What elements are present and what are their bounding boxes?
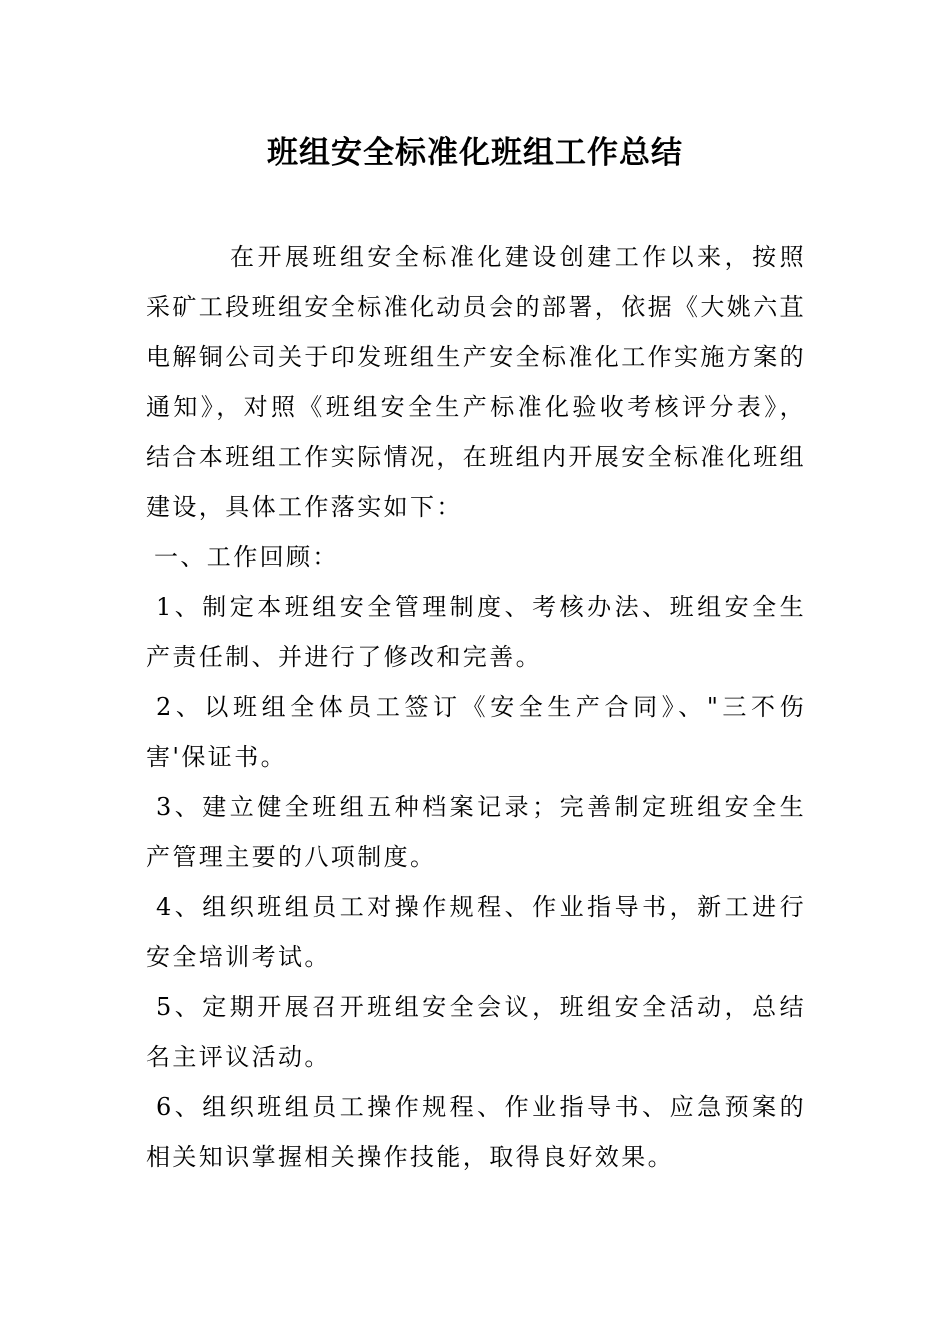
intro-paragraph: 在开展班组安全标准化建设创建工作以来，按照采矿工段班组安全标准化动员会的部署，依据《大姚六苴电解铜公司关于印发班组生产安全标准化工作实施方案的通知》，对照《班组安全生产标准化验收考核评分表》，结合本班组工作实际情况，在班组内开展安全标准化班组建设，具体工作落实如下：: [146, 243, 806, 521]
document-title: 班组安全标准化班组工作总结: [267, 135, 683, 171]
list-item: 3、建立健全班组五种档案记录；完善制定班组安全生产管理主要的八项制度。: [146, 793, 806, 871]
list-item: 5、定期开展召开班组安全会议，班组安全活动，总结名主评议活动。: [146, 993, 806, 1071]
list-item: 1、制定本班组安全管理制度、考核办法、班组安全生产责任制、并进行了修改和完善。: [146, 593, 806, 671]
section-heading: 一、工作回顾：: [154, 543, 339, 571]
document-body: [146, 232, 806, 1182]
list-item: 2、以班组全体员工签订《安全生产合同》、"三不伤害'保证书。: [146, 693, 806, 771]
list-item: 4、组织班组员工对操作规程、作业指导书，新工进行安全培训考试。: [146, 893, 806, 971]
list-item: 6、组织班组员工操作规程、作业指导书、应急预案的相关知识掌握相关操作技能，取得良好效果。: [146, 1093, 806, 1171]
